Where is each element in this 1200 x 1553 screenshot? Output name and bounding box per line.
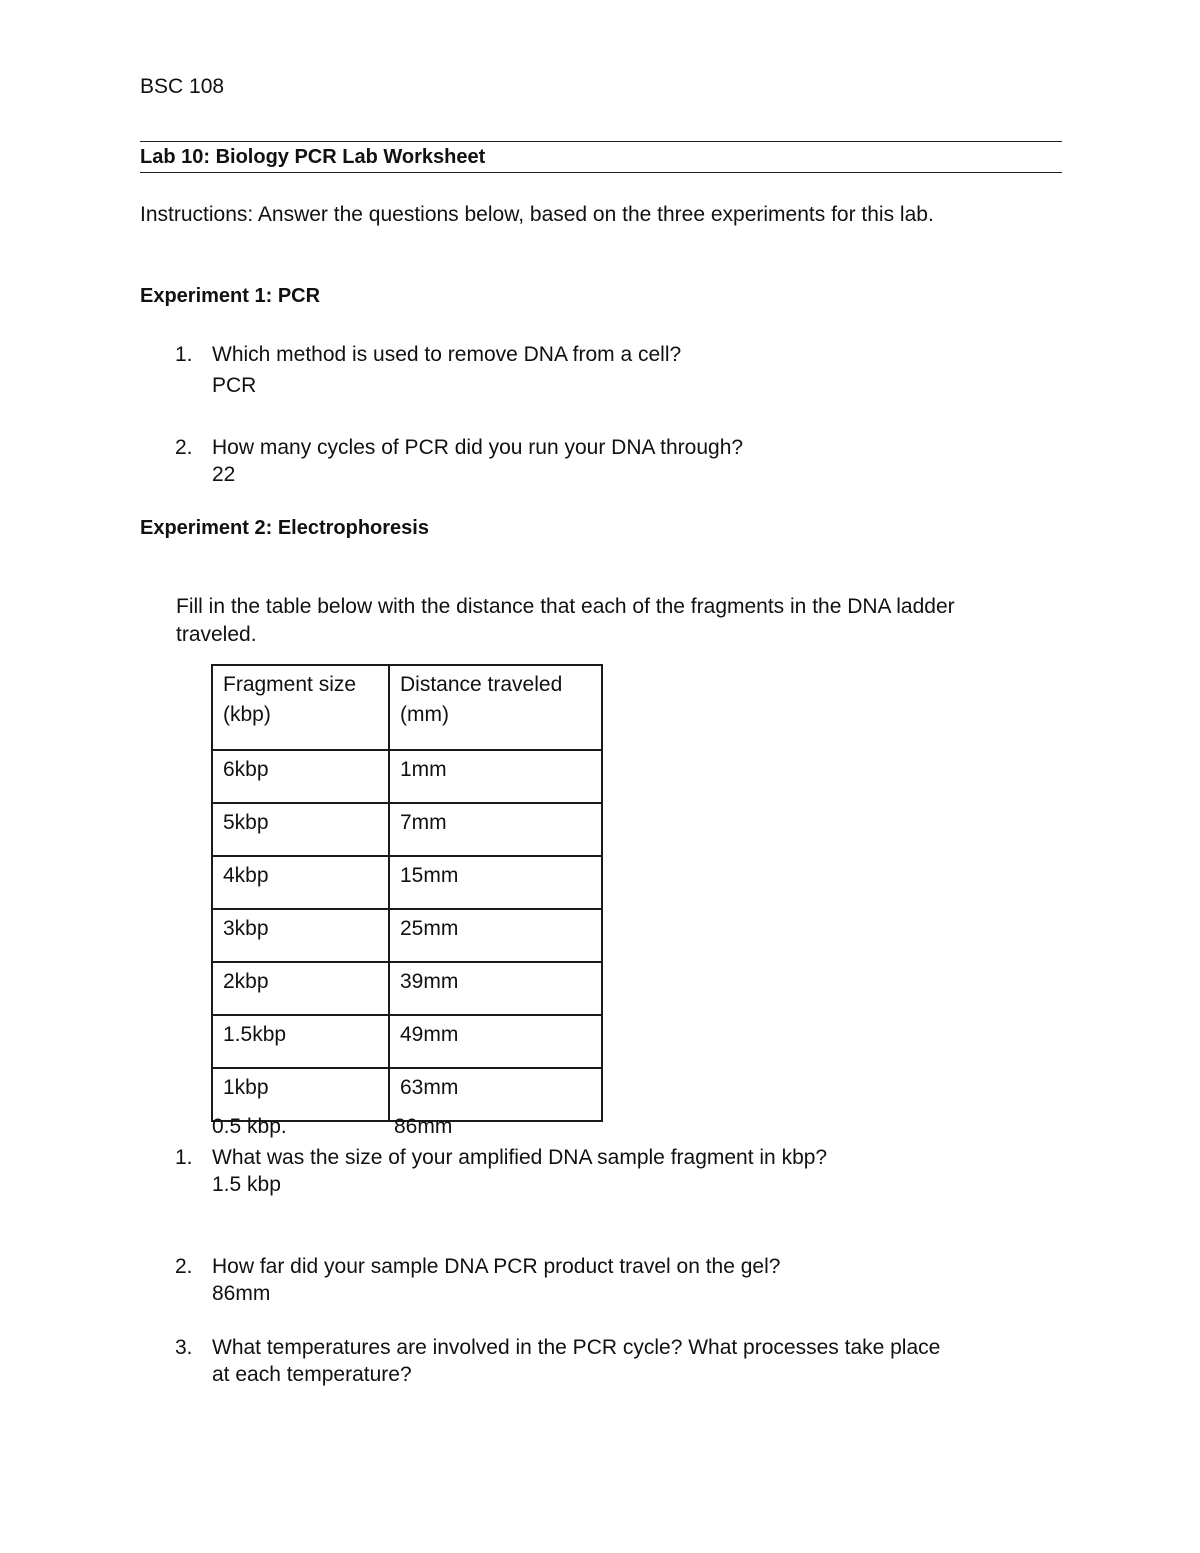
fragment-size-cell: 3kbp bbox=[212, 909, 389, 962]
table-header-row bbox=[212, 665, 602, 750]
fragment-size-cell: 6kbp bbox=[212, 750, 389, 803]
exp2-q2-answer: 86mm bbox=[212, 1282, 271, 1305]
distance-cell: 15mm bbox=[389, 856, 602, 909]
exp2-q2-number: 2. bbox=[175, 1255, 193, 1278]
table-row bbox=[212, 962, 602, 1015]
fragment-size-cell: 2kbp bbox=[212, 962, 389, 1015]
exp2-q1-answer: 1.5 kbp bbox=[212, 1173, 281, 1196]
exp2-intro-line2: traveled. bbox=[176, 623, 257, 646]
fragment-size-cell: 1.5kbp bbox=[212, 1015, 389, 1068]
header-distance-line2: (mm) bbox=[400, 703, 449, 727]
distance-cell: 63mm bbox=[389, 1068, 602, 1121]
distance-cell: 7mm bbox=[389, 803, 602, 856]
distance-cell: 25mm bbox=[389, 909, 602, 962]
title-bottom-rule bbox=[140, 172, 1062, 173]
exp1-q1-answer: PCR bbox=[212, 374, 257, 397]
distance-cell: 39mm bbox=[389, 962, 602, 1015]
experiment1-heading: Experiment 1: PCR bbox=[140, 285, 321, 307]
course-code: BSC 108 bbox=[140, 75, 225, 98]
dna-ladder-table bbox=[211, 664, 603, 1122]
table-row bbox=[212, 1015, 602, 1068]
exp2-q3-text-line1: What temperatures are involved in the PCR cycle? What processes take place bbox=[212, 1336, 941, 1359]
exp1-q2-number: 2. bbox=[175, 436, 193, 459]
title-top-rule bbox=[140, 141, 1062, 142]
exp1-q1-text: Which method is used to remove DNA from a cell? bbox=[212, 343, 682, 366]
distance-cell: 1mm bbox=[389, 750, 602, 803]
fragment-size-cell: 1kbp bbox=[212, 1068, 389, 1121]
fragment-size-cell: 5kbp bbox=[212, 803, 389, 856]
exp1-q2-answer: 22 bbox=[212, 463, 236, 486]
exp2-q1-text: What was the size of your amplified DNA sample fragment in kbp? bbox=[212, 1146, 828, 1169]
instructions-text: Instructions: Answer the questions below, based on the three experiments for this lab. bbox=[140, 203, 934, 226]
header-fragment-size bbox=[212, 665, 389, 750]
exp2-q1-number: 1. bbox=[175, 1146, 193, 1169]
exp2-q3-text-line2: at each temperature? bbox=[212, 1363, 412, 1386]
exp1-q1-number: 1. bbox=[175, 343, 193, 366]
worksheet-title: Lab 10: Biology PCR Lab Worksheet bbox=[140, 146, 486, 168]
experiment2-heading: Experiment 2: Electrophoresis bbox=[140, 517, 429, 539]
table-row bbox=[212, 909, 602, 962]
exp2-q2-text: How far did your sample DNA PCR product travel on the gel? bbox=[212, 1255, 781, 1278]
exp2-q3-number: 3. bbox=[175, 1336, 193, 1359]
header-distance-line1: Distance traveled bbox=[400, 673, 563, 696]
fragment-size-cell: 4kbp bbox=[212, 856, 389, 909]
exp2-intro-line1: Fill in the table below with the distance that each of the fragments in the DNA ladder bbox=[176, 595, 955, 618]
table-row bbox=[212, 750, 602, 803]
header-distance-traveled bbox=[389, 665, 602, 750]
extra-row-distance: 86mm bbox=[394, 1115, 453, 1138]
table-row bbox=[212, 856, 602, 909]
table-row bbox=[212, 803, 602, 856]
distance-cell: 49mm bbox=[389, 1015, 602, 1068]
exp1-q2-text: How many cycles of PCR did you run your DNA through? bbox=[212, 436, 744, 459]
extra-row-size: 0.5 kbp. bbox=[212, 1115, 287, 1138]
header-fragment-size-line2: (kbp) bbox=[223, 703, 271, 727]
header-fragment-size-line1: Fragment size bbox=[223, 673, 357, 696]
